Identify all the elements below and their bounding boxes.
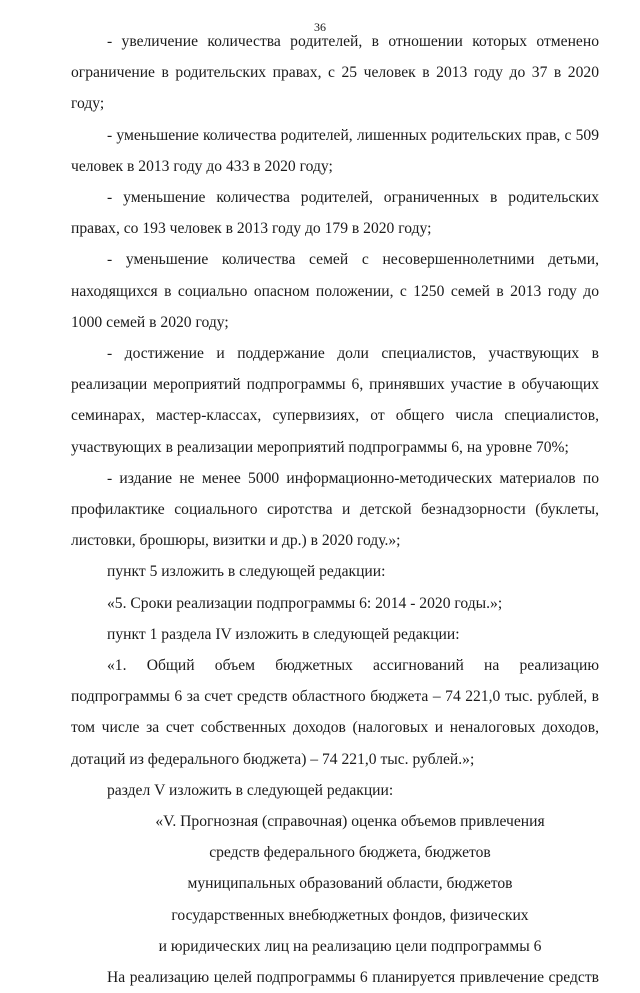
paragraph-item-5-text: «5. Сроки реализации подпрограммы 6: 2014 - 2020 годы.»;	[107, 594, 503, 612]
section-heading-line-2: средств федерального бюджета, бюджетов	[209, 844, 491, 862]
paragraph-materials-publishing: - издание не менее 5000 информационно-методических материалов по профилактике социального сиротства и детской безнадзорности (буклеты, листовки, брошюры, визитки и др.) в 2020 году.»;	[71, 469, 599, 550]
paragraph-parents-restriction-lifted: - увеличение количества родителей, в отношении которых отменено ограничение в родительских правах, с 25 человек в 2013 году до 37 в 2020 году;	[71, 33, 599, 113]
section-heading-line-1: «V. Прогнозная (справочная) оценка объемов привлечения	[155, 813, 545, 831]
section-heading-line-5: и юридических лиц на реализацию цели подпрограммы 6	[158, 937, 542, 955]
paragraph-parents-restricted: - уменьшение количества родителей, ограниченных в родительских правах, со 193 человек в 2013 году до 179 в 2020 году;	[71, 189, 599, 238]
paragraph-funding-attraction: На реализацию целей подпрограммы 6 планируется привлечение средств	[107, 969, 599, 987]
paragraph-families-at-risk: - уменьшение количества семей с несовершеннолетними детьми, находящихся в социально опасном положении, с 1250 семей в 2013 году до 1000 семей в 2020 году;	[71, 251, 599, 331]
paragraph-item-5-intro: пункт 5 изложить в следующей редакции:	[107, 563, 386, 581]
paragraph-funding-volume: «1. Общий объем бюджетных ассигнований на реализацию подпрограммы 6 за счет средств областного бюджета – 74 221,0 тыс. рублей, в том числе за счет собственных доходов (налоговых и неналоговых доходов, дотаций из федерального бюджета) – 74 221,0 тыс. рублей.»;	[71, 657, 599, 768]
section-heading-line-4: государственных внебюджетных фондов, физических	[171, 906, 529, 924]
paragraph-section-5-intro: раздел V изложить в следующей редакции:	[107, 781, 394, 799]
section-heading-line-3: муниципальных образований области, бюджетов	[187, 875, 513, 893]
document-body	[71, 26, 599, 993]
page-number: 36	[314, 20, 326, 34]
paragraph-section-4-intro: пункт 1 раздела IV изложить в следующей редакции:	[107, 625, 460, 643]
paragraph-specialists-share: - достижение и поддержание доли специалистов, участвующих в реализации мероприятий подпрограммы 6, принявших участие в обучающих семинарах, мастер-классах, супервизиях, от общего числа специалистов, участвующих в реализации мероприятий подпрограммы 6, на уровне 70%;	[71, 345, 599, 456]
paragraph-parents-deprived: - уменьшение количества родителей, лишенных родительских прав, с 509 человек в 2013 году до 433 в 2020 году;	[71, 126, 599, 175]
